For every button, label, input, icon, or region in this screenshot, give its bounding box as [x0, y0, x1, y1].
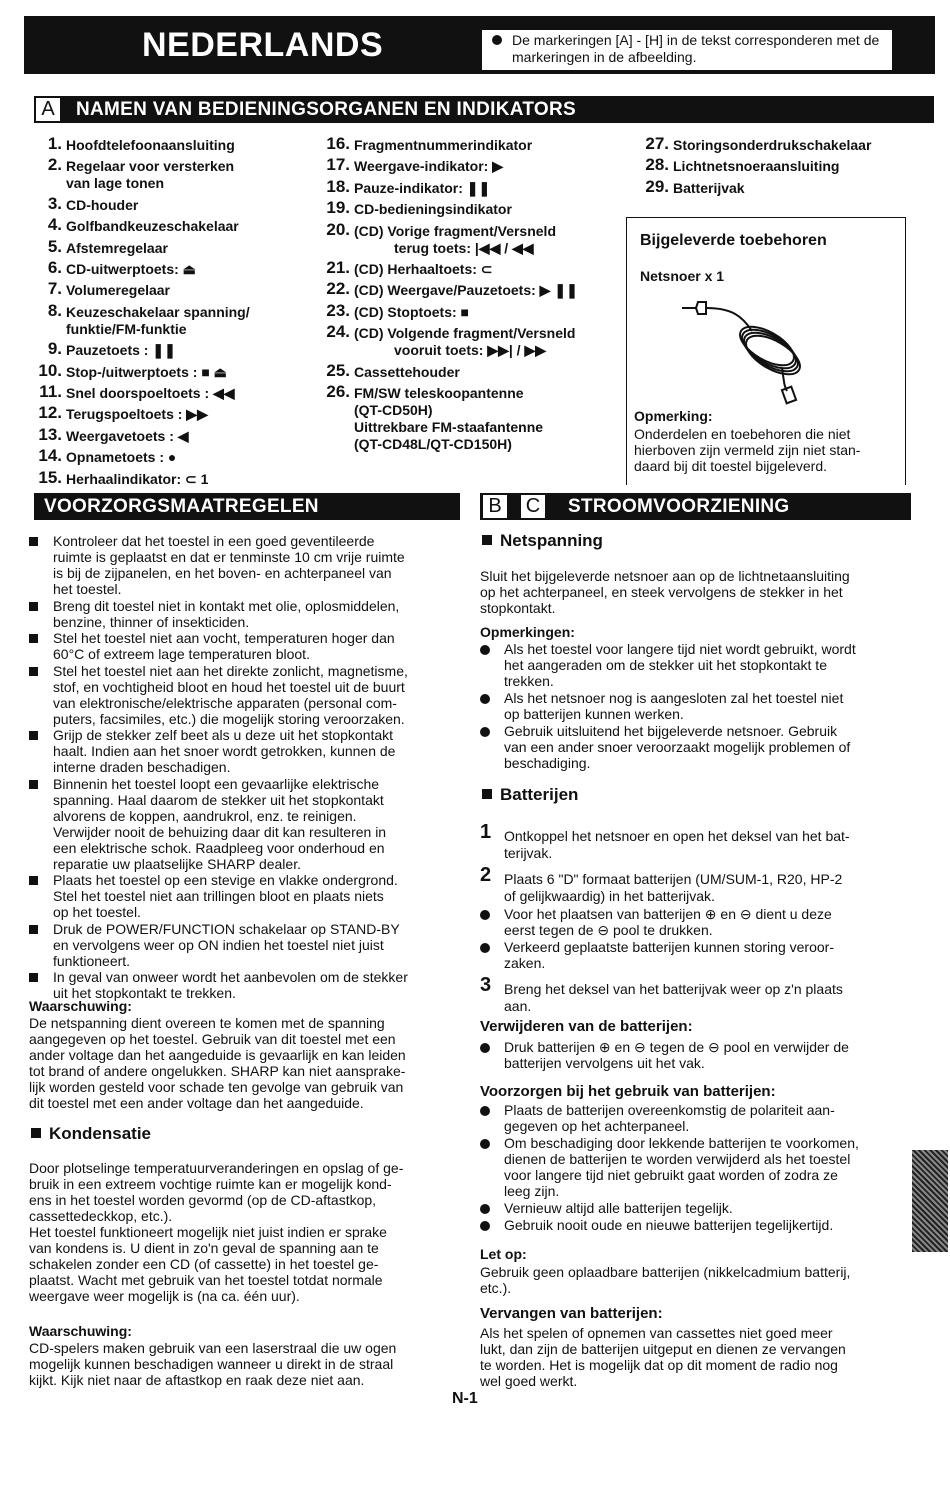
precaution-text — [53, 663, 408, 727]
condensation-heading: Kondensatie — [31, 1124, 151, 1144]
round-bullet-icon — [480, 910, 490, 920]
precaution-text — [53, 630, 395, 662]
control-label — [354, 325, 575, 359]
round-bullet-icon — [480, 1043, 490, 1053]
text-line: of gelijkwaardig) in het batterijvak. — [504, 888, 715, 904]
text-line: aan. — [504, 998, 532, 1014]
page-title: NEDERLANDS — [142, 26, 384, 64]
control-label-line: (CD) Volgende fragment/Versneld — [354, 325, 576, 342]
control-label-line: vooruit toets: ▶▶| / ▶▶ — [394, 342, 546, 359]
text-line: Breng dit toestel niet in kontakt met olie, oplosmiddelen, — [53, 597, 400, 614]
control-label-line: terug toets: |◀◀ / ◀◀ — [394, 239, 534, 256]
square-bullet-icon — [482, 535, 492, 545]
text-line: leeg zijn. — [504, 1183, 560, 1199]
control-number: 14. — [38, 446, 62, 466]
text-line: Plaats 6 "D" formaat batterijen (UM/SUM-1, R20, HP-2 — [504, 871, 843, 887]
letop-title: Let op: — [480, 1246, 527, 1262]
text-line: Gebruik nooit oude en nieuwe batterijen tegelijkertijd. — [504, 1217, 834, 1233]
control-label — [673, 158, 839, 175]
control-label-line: Snel doorspoeltoets : ◀◀ — [66, 385, 235, 401]
control-number: 23. — [326, 300, 350, 320]
control-number: 8. — [47, 300, 62, 320]
warning-text — [29, 1015, 406, 1111]
section-letter-a: A — [36, 98, 60, 121]
control-label — [354, 304, 469, 321]
text-line: Verkeerd geplaatste batterijen kunnen storing veroor- — [504, 939, 834, 955]
text-line: schakelen zonder een CD (of cassette) in het toestel ge- — [29, 1256, 379, 1272]
control-number: 21. — [326, 258, 350, 277]
text-line: haalt. Indien aan het snoer wordt getrokken, kunnen de — [53, 743, 396, 759]
control-label — [66, 342, 176, 359]
text-line: etc.). — [480, 1280, 512, 1296]
square-bullet-icon — [29, 537, 38, 546]
control-label-line: Regelaar voor versterken — [66, 158, 235, 175]
text-line: reparatie uw plaatselijke SHARP dealer. — [53, 855, 301, 872]
square-bullet-icon — [29, 973, 38, 982]
precautions-bar — [34, 493, 460, 520]
control-label-line: CD-bedieningsindikator — [354, 201, 512, 218]
control-label — [354, 282, 578, 299]
page-header — [24, 16, 935, 74]
text-line: Voor het plaatsen van batterijen ⊕ en ⊖ dient u deze — [504, 906, 832, 922]
control-number: 28. — [645, 155, 669, 175]
text-line: Stel het toestel niet aan trillingen bloot en plaats niets — [53, 888, 384, 904]
header-note: De markeringen [A] - [H] in de tekst corresponderen met de markeringen in de afbeelding. — [482, 30, 892, 70]
control-label — [354, 261, 493, 278]
power-title: STROOMVOORZIENING — [568, 496, 790, 517]
page-number: N-1 — [452, 1390, 478, 1407]
control-label-line: Storingsonderdrukschakelaar — [673, 137, 872, 153]
warning-title: Waarschuwing: — [29, 998, 132, 1014]
control-label-line: Fragmentnummerindikator — [354, 137, 533, 153]
text-line: stof, en vochtigheid bloot en houd het toestel uit de buurt — [53, 678, 405, 695]
control-label-line: (CD) Stoptoets: ■ — [354, 303, 469, 320]
mains-text — [480, 568, 850, 616]
text-line: tot brand of andere ongelukken. SHARP kan niet aansprake- — [29, 1063, 406, 1079]
text-line: en vervolgens weer op ON indien het toestel niet juist — [53, 936, 384, 953]
control-label — [66, 364, 227, 381]
square-bullet-icon — [482, 789, 492, 799]
square-bullet-icon — [29, 667, 38, 676]
step-text — [504, 828, 850, 862]
control-label-line: Cassettehouder — [354, 363, 460, 380]
control-number: 16. — [326, 134, 350, 153]
control-label — [66, 158, 234, 192]
section-a-bar — [34, 96, 934, 123]
replace-title: Vervangen van batterijen: — [480, 1305, 663, 1322]
control-label — [66, 385, 235, 402]
text-line: bruik in een extreem vochtige ruimte kan er mogelijk kond- — [29, 1176, 392, 1192]
precautions-title: VOORZORGSMAATREGELEN — [44, 496, 319, 517]
control-number: 26. — [326, 382, 350, 401]
accessories-note — [634, 426, 860, 474]
text-line: interne draden beschadigen. — [53, 759, 231, 775]
control-number: 4. — [47, 215, 62, 235]
text-line: funktioneert. — [53, 952, 131, 969]
step-bullet-text — [504, 939, 834, 971]
text-line: Breng het deksel van het batterijvak weer op z'n plaats — [504, 981, 843, 997]
step-number: 3 — [480, 974, 492, 996]
control-label-line: Opnametoets : ● — [66, 449, 177, 466]
text-line: De netspanning dient overeen te komen met de spanning — [29, 1015, 385, 1031]
step-text — [504, 981, 843, 1015]
control-label-line: Herhaalindikator: ⊂ 1 — [66, 470, 209, 487]
text-line: beschadiging. — [504, 755, 591, 771]
text-line: Grijp de stekker zelf beet als u deze uit het stopkontakt — [53, 727, 394, 743]
control-label — [66, 137, 235, 154]
control-label-line: Stop-/uitwerptoets : ■ ⏏ — [66, 363, 227, 380]
text-line: het toestel. — [53, 581, 122, 597]
control-label — [354, 158, 503, 175]
text-line: CD-spelers maken gebruik van een laserstraal die uw ogen — [29, 1340, 397, 1356]
control-number: 17. — [326, 155, 350, 175]
control-label-line: FM/SW teleskoopantenne — [354, 385, 524, 401]
condensation-text — [29, 1160, 403, 1304]
round-bullet-icon — [480, 694, 490, 704]
control-label — [354, 385, 543, 453]
step-bullet-text — [504, 906, 832, 938]
text-line: op het achterpaneel, en steek vervolgens de stekker in het — [480, 584, 843, 600]
square-bullet-icon — [29, 876, 38, 885]
text-line: In geval van onweer wordt het aanbevolen om de stekker — [53, 969, 408, 985]
text-line: te worden. Het is mogelijk dat op dit moment de radio nog — [480, 1357, 838, 1373]
control-number: 3. — [47, 193, 62, 213]
text-line: terijvak. — [504, 845, 553, 861]
control-number: 22. — [326, 279, 350, 299]
step-number: 1 — [480, 821, 492, 843]
replace-text — [480, 1325, 846, 1389]
control-label — [66, 197, 138, 214]
precaution-text — [53, 533, 405, 597]
round-bullet-icon — [480, 943, 490, 953]
step-text — [504, 871, 842, 905]
control-label-line: van lage tonen — [66, 175, 165, 192]
text-line: Plaats de batterijen overeenkomstig de polariteit aan- — [504, 1102, 835, 1118]
condensation-warning-title: Waarschuwing: — [29, 1323, 132, 1339]
text-line: Door plotselinge temperatuurveranderingen en opslag of ge- — [29, 1160, 404, 1176]
text-line: Stel het toestel niet aan het direkte zonlicht, magnetisme, — [53, 662, 408, 679]
accessories-item: Netsnoer x 1 — [640, 268, 725, 284]
control-number: 1. — [47, 134, 62, 153]
control-label-line: (QT-CD48L/QT-CD150H) — [354, 436, 512, 452]
text-line: dienen de batterijen te worden verwijderd als het toestel — [504, 1151, 851, 1167]
text-line: ander voltage dan het aangeduide is gevaarlijk en kan leiden — [29, 1047, 406, 1063]
text-line: een elektrische schok. Raadpleeg voor onderhoud en — [53, 839, 385, 856]
control-label — [354, 137, 532, 154]
control-number: 9. — [47, 339, 62, 359]
round-bullet-icon — [480, 1106, 490, 1116]
battery-precaution-item-text — [504, 1200, 733, 1216]
control-label-line: Pauzetoets : ❚❚ — [66, 342, 176, 359]
control-label-line: (QT-CD50H) — [354, 402, 433, 418]
control-number: 19. — [326, 198, 350, 218]
text-line: benzine, thinner of insekticiden. — [53, 613, 250, 630]
text-line: lukt, dan zijn de batterijen uitgeput en dienen ze vervangen — [480, 1341, 846, 1357]
control-label-line: Golfbandkeuzeschakelaar — [66, 218, 239, 235]
battery-precaution-title: Voorzorgen bij het gebruik van batterijen: — [480, 1083, 776, 1100]
text-line: Sluit het bijgeleverde netsnoer aan op de lichtnetaansluiting — [480, 568, 850, 584]
control-number: 25. — [326, 360, 350, 380]
section-a-title: NAMEN VAN BEDIENINGSORGANEN EN INDIKATORS — [76, 99, 577, 120]
mains-note-item-text — [504, 723, 850, 771]
control-number: 27. — [645, 134, 669, 153]
text-line: spanning. Haal daarom de stekker uit het stopkontakt — [53, 791, 384, 808]
text-line: puters, facsimiles, etc.) die mogelijk storing veroorzaken. — [53, 710, 405, 727]
control-label — [66, 428, 189, 445]
precaution-text — [53, 776, 386, 872]
round-bullet-icon — [480, 727, 490, 737]
control-label-line: (CD) Herhaaltoets: ⊂ — [354, 261, 493, 277]
control-number: 18. — [326, 176, 350, 196]
precaution-text — [53, 872, 398, 920]
removal-title: Verwijderen van de batterijen: — [480, 1018, 693, 1035]
text-line: is bij de zijpanelen, en het boven- en achterpaneel van — [53, 565, 392, 581]
text-line: Binnenin het toestel loopt een gevaarlijke elektrische — [53, 775, 380, 792]
text-line: kijkt. Kijk niet naar de aftastkop en raak deze niet aan. — [29, 1372, 365, 1388]
text-line: Ontkoppel het netsnoer en open het deksel van het bat- — [504, 828, 850, 844]
text-line: Onderdelen en toebehoren die niet — [634, 426, 851, 442]
text-line: lijk worden gesteld voor schade ten gevolge van gebruik van — [29, 1079, 404, 1095]
control-label-line: Keuzeschakelaar spanning/ — [66, 303, 250, 320]
text-line: op het toestel. — [53, 904, 141, 920]
text-line: ruimte is geplaatst en dat er tenminste 10 cm vrije ruimte — [53, 549, 405, 565]
letop-text — [480, 1264, 850, 1296]
text-line: voor langere tijd niet gebruikt gaat worden of zodra ze — [504, 1167, 838, 1183]
round-bullet-icon — [480, 645, 490, 655]
text-line: wel goed werkt. — [480, 1373, 578, 1389]
text-line: zaken. — [504, 955, 546, 971]
text-line: Het toestel funktioneert mogelijk niet juist indien er sprake — [29, 1224, 387, 1240]
precaution-text — [53, 921, 400, 969]
control-label — [66, 304, 250, 338]
text-line: hierboven zijn vermeld zijn niet stan- — [634, 442, 861, 458]
control-label-line: Weergave-indikator: ▶ — [354, 158, 503, 175]
battery-precaution-item-text — [504, 1102, 835, 1134]
battery-precaution-item-text — [504, 1217, 833, 1233]
control-label-line: funktie/FM-funktie — [66, 320, 187, 337]
text-line: uit het stopkontakt te trekken. — [53, 985, 236, 1001]
control-number: 20. — [326, 219, 350, 239]
text-line: daard bij dit toestel bijgeleverd. — [634, 458, 828, 474]
text-line: Als het spelen of opnemen van cassettes niet goed meer — [480, 1325, 833, 1341]
text-line: Druk batterijen ⊕ en ⊖ tegen de ⊖ pool en verwijder de — [504, 1039, 849, 1055]
text-line: mogelijk kunnen beschadigen wanneer u direkt in de straal — [29, 1356, 394, 1372]
precaution-text — [53, 969, 408, 1001]
control-label — [66, 406, 208, 423]
control-label — [66, 218, 239, 235]
power-cord-icon — [672, 296, 822, 406]
square-bullet-icon — [29, 780, 38, 789]
text-line: plaatst. Wacht met gebruik van het toestel totdat normale — [29, 1272, 383, 1288]
control-number: 15. — [38, 467, 62, 487]
text-line: 60°C of extreem lage temperaturen bloot. — [53, 646, 310, 662]
accessories-note-title: Opmerking: — [634, 408, 713, 424]
text-line: Als het toestel voor langere tijd niet wordt gebruikt, wordt — [504, 641, 856, 657]
removal-item-text — [504, 1039, 849, 1071]
control-label — [66, 261, 196, 278]
text-line: stopkontakt. — [480, 600, 556, 616]
control-number: 24. — [326, 322, 350, 342]
mains-note-item-text — [504, 641, 856, 689]
text-line: Verwijder nooit de behuizing daar dit kan resulteren in — [53, 823, 387, 840]
control-label-line: Terugspoeltoets : ▶▶ — [66, 406, 208, 423]
precaution-text — [53, 598, 399, 630]
control-label-line: Batterijvak — [673, 179, 745, 196]
control-number: 6. — [47, 258, 62, 277]
control-label — [66, 282, 170, 299]
control-label — [354, 180, 490, 197]
control-label-line: (CD) Vorige fragment/Versneld — [354, 222, 557, 239]
accessories-title: Bijgeleverde toebehoren — [640, 232, 827, 249]
text-line: op batterijen kunnen werken. — [504, 706, 684, 722]
text-line: ens in het toestel worden gevormd (op de CD-aftastkop, — [29, 1192, 377, 1208]
text-line: eerst tegen de ⊖ pool te drukken. — [504, 922, 713, 938]
square-bullet-icon — [29, 602, 38, 611]
control-number: 5. — [47, 236, 62, 256]
control-label-line: Volumeregelaar — [66, 282, 171, 299]
text-line: trekken. — [504, 673, 554, 689]
control-label-line: Hoofdtelefoonaansluiting — [66, 137, 235, 153]
control-label — [673, 180, 745, 197]
precaution-text — [53, 727, 395, 775]
control-label-line: CD-houder — [66, 196, 139, 213]
control-number: 12. — [38, 403, 62, 423]
section-letter-b: B — [483, 495, 507, 518]
control-label — [66, 240, 168, 257]
step-number: 2 — [480, 864, 492, 886]
section-letter-c: C — [521, 495, 545, 518]
control-label-line: CD-uitwerptoets: ⏏ — [66, 261, 196, 277]
batteries-heading: Batterijen — [482, 785, 578, 805]
control-number: 29. — [645, 176, 669, 196]
control-label — [354, 364, 460, 381]
round-bullet-icon — [480, 1139, 490, 1149]
text-line: weergave weer mogelijk is (na ca. één uur). — [29, 1288, 300, 1304]
text-line: gegeven op het achterpaneel. — [504, 1118, 690, 1134]
square-bullet-icon — [29, 731, 38, 740]
edge-tab-marker — [912, 1150, 948, 1252]
text-line: Kontroleer dat het toestel in een goed geventileerde — [53, 533, 375, 549]
mains-note-item-text — [504, 690, 843, 722]
text-line: van kondens is. U dient in zo'n geval de spanning aan te — [29, 1240, 379, 1256]
control-number: 10. — [38, 360, 62, 380]
mains-notes-title: Opmerkingen: — [480, 624, 575, 640]
square-bullet-icon — [29, 925, 38, 934]
text-line: van elektronische/elektrische apparaten (personal com- — [53, 694, 397, 711]
power-bar — [480, 493, 911, 520]
control-label-line: Afstemregelaar — [66, 239, 168, 256]
control-label — [354, 201, 512, 218]
control-number: 7. — [47, 279, 62, 299]
condensation-warning-text — [29, 1340, 396, 1388]
text-line: dit toestel met een ander voltage dan het aangeduide. — [29, 1095, 364, 1111]
round-bullet-icon — [480, 1221, 490, 1231]
control-label — [66, 471, 208, 488]
text-line: Stel het toestel niet aan vocht, temperaturen hoger dan — [53, 630, 395, 646]
text-line: batterijen vervolgens uit het vak. — [504, 1055, 705, 1071]
control-label-line: Pauze-indikator: ❚❚ — [354, 179, 491, 196]
square-bullet-icon — [29, 634, 38, 643]
text-line: Om beschadiging door lekkende batterijen te voorkomen, — [504, 1135, 859, 1151]
control-label-line: (CD) Weergave/Pauzetoets: ▶ ❚❚ — [354, 282, 578, 299]
text-line: van een ander snoer veroorzaakt mogelijk problemen of — [504, 739, 851, 755]
text-line: alvorens de koppen, aandrukrol, enz. te reinigen. — [53, 807, 357, 824]
square-bullet-icon — [31, 1128, 41, 1138]
text-line: het aangeraden om de stekker uit het stopkontakt te — [504, 657, 827, 673]
text-line: cassettedeckkop, etc.). — [29, 1208, 173, 1224]
mains-heading: Netspanning — [482, 531, 603, 551]
control-number: 13. — [38, 424, 62, 444]
round-bullet-icon — [480, 1204, 490, 1214]
control-label-line: Weergavetoets : ◀ — [66, 427, 189, 444]
control-number: 2. — [47, 155, 62, 175]
bullet-icon — [492, 35, 502, 45]
control-label — [673, 137, 871, 154]
control-label-line: Uittrekbare FM-staafantenne — [354, 419, 544, 435]
text-line: Gebruik uitsluitend het bijgeleverde netsnoer. Gebruik — [504, 723, 838, 739]
control-label — [66, 449, 176, 466]
text-line: Plaats het toestel op een stevige en vlakke ondergrond. — [53, 872, 398, 888]
battery-precaution-item-text — [504, 1135, 859, 1199]
control-number: 11. — [39, 382, 62, 401]
control-label-line: Lichtnetsnoeraansluiting — [673, 158, 840, 175]
text-line: Gebruik geen oplaadbare batterijen (nikkelcadmium batterij, — [480, 1264, 851, 1280]
text-line: aangegeven op het toestel. Gebruik van dit toestel met een — [29, 1031, 396, 1047]
text-line: Als het netsnoer nog is aangesloten zal het toestel niet — [504, 690, 844, 706]
control-label — [354, 223, 556, 257]
text-line: Druk de POWER/FUNCTION schakelaar op STAND-BY — [53, 920, 400, 937]
text-line: Vernieuw altijd alle batterijen tegelijk. — [504, 1200, 733, 1216]
